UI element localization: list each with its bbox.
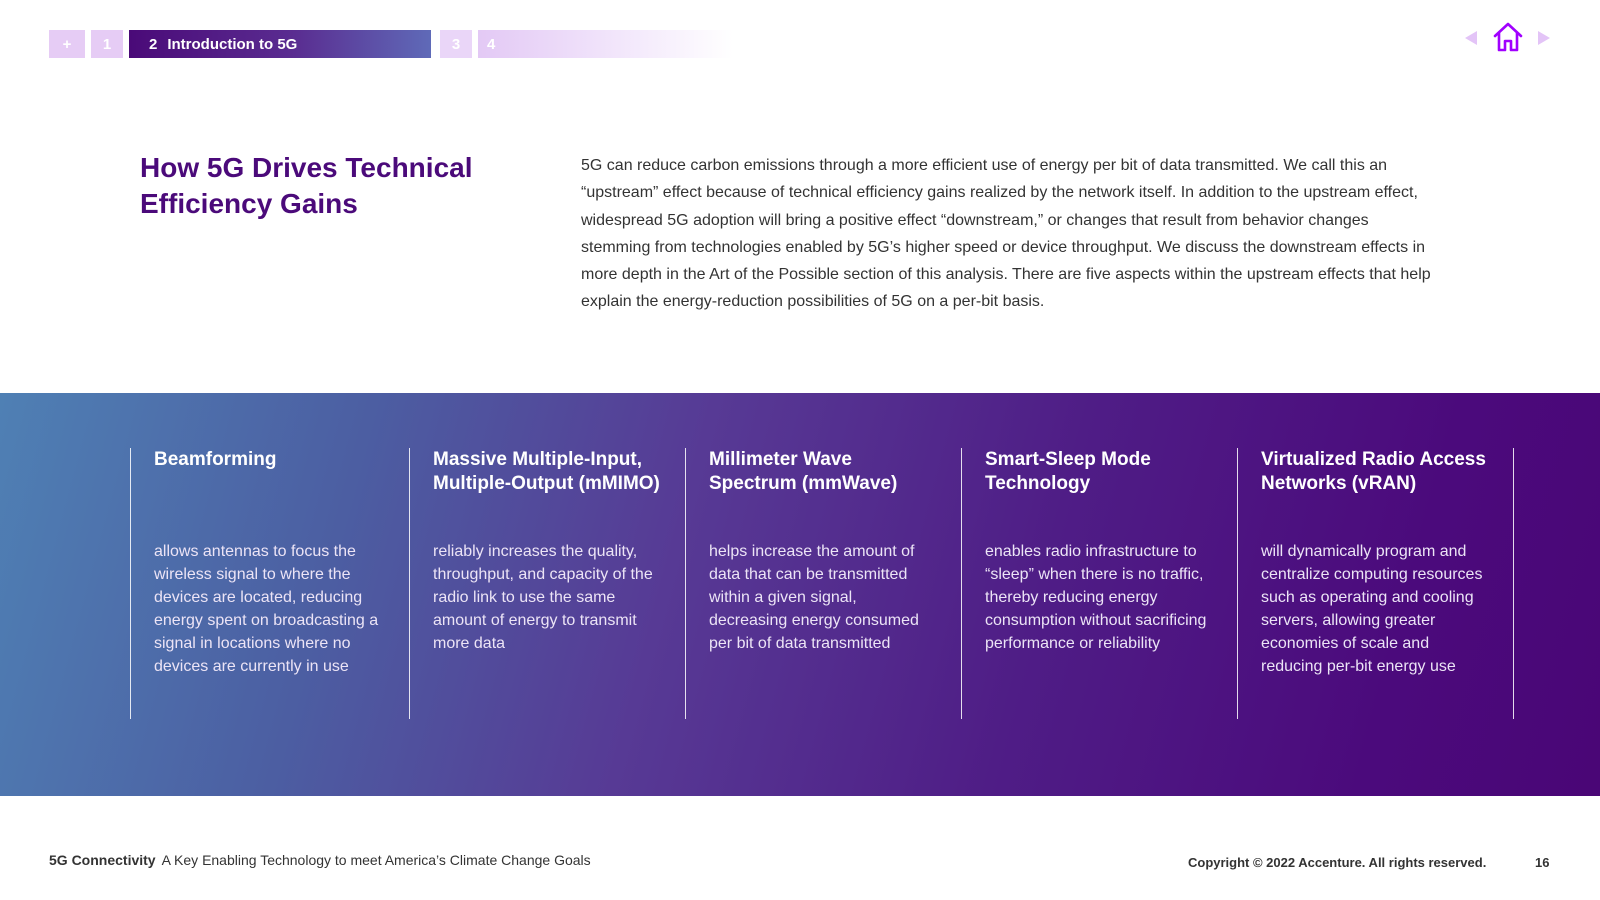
- next-page-button[interactable]: [1537, 30, 1551, 46]
- nav-plus-tab[interactable]: [49, 30, 85, 58]
- previous-page-button[interactable]: [1464, 30, 1478, 46]
- page-title: [140, 150, 550, 222]
- triangle-right-icon: [1537, 30, 1551, 46]
- aspect-column-mmimo: [409, 448, 685, 719]
- footer-brand: 5G Connectivity: [49, 852, 156, 868]
- aspect-description: will dynamically program and centralize computing resources such as operating and cooling servers, allowing greater economies of scale and reducing per-bit energy use: [1261, 543, 1483, 675]
- nav-tab-label: Introduction to 5G: [167, 35, 298, 53]
- aspect-description: allows antennas to focus the wireless signal to where the devices are located, reducing energy spent on broadcasting a signal in locations where no devices are currently in use: [154, 543, 379, 675]
- aspect-title: Millimeter Wave Spectrum (mmWave): [709, 449, 898, 494]
- nav-tab-number: 1: [102, 35, 112, 53]
- footer-subtitle: A Key Enabling Technology to meet America’s Climate Change Goals: [161, 852, 591, 868]
- home-icon: [1492, 22, 1524, 52]
- home-button[interactable]: [1492, 22, 1524, 52]
- aspect-title: Smart-Sleep Mode Technology: [985, 449, 1151, 494]
- nav-tab-number: 4: [487, 35, 496, 53]
- nav-tab-number: 2: [149, 35, 158, 53]
- aspect-column-beamforming: [130, 448, 409, 719]
- nav-tab-number: 3: [451, 35, 461, 53]
- aspect-description: reliably increases the quality, throughput, and capacity of the radio link to use the same amount of energy to transmit more data: [433, 543, 653, 652]
- section-nav: [49, 30, 733, 58]
- nav-tab-4[interactable]: [478, 30, 733, 58]
- footer-copyright: Copyright © 2022 Accenture. All rights reserved.: [1188, 855, 1487, 870]
- nav-tab-2-active[interactable]: [129, 30, 431, 58]
- aspect-title: Beamforming: [154, 449, 277, 470]
- aspect-column-smart-sleep: [961, 448, 1237, 719]
- triangle-left-icon: [1464, 30, 1478, 46]
- page-title-line-1: How 5G Drives Technical: [140, 152, 473, 183]
- nav-tab-3[interactable]: [440, 30, 472, 58]
- page-number: 16: [1535, 855, 1550, 870]
- aspect-description: enables radio infrastructure to “sleep” when there is no traffic, thereby reducing energy consumption without sacrificing performance or reliability: [985, 543, 1207, 652]
- nav-plus-label: +: [62, 35, 72, 53]
- aspect-title: Massive Multiple-Input, Multiple-Output (mMIMO): [433, 449, 660, 494]
- aspect-column-mmwave: [685, 448, 961, 719]
- page-title-line-2: Efficiency Gains: [140, 188, 358, 219]
- aspects-band: [0, 393, 1600, 796]
- nav-tab-1[interactable]: [91, 30, 123, 58]
- intro-paragraph: 5G can reduce carbon emissions through a more efficient use of energy per bit of data transmitted. We call this an “upstream” effect because of technical efficiency gains realized by the network itself. In addition to the upstream effect, widespread 5G adoption will bring a positive effect “downstream,” or changes that result from behavior changes stemming from technologies enabled by 5G’s higher speed or device throughput. We discuss the downstream effects in more depth in the Art of the Possible section of this analysis. There are five aspects within the upstream effects that help explain the energy-reduction possibilities of 5G on a per-bit basis.: [581, 157, 1431, 311]
- aspect-column-vran: [1237, 448, 1514, 719]
- aspect-description: helps increase the amount of data that can be transmitted within a given signal, decreasing energy consumed per bit of data transmitted: [709, 543, 919, 652]
- aspect-title: Virtualized Radio Access Networks (vRAN): [1261, 449, 1486, 494]
- footer-document-title: [49, 852, 591, 868]
